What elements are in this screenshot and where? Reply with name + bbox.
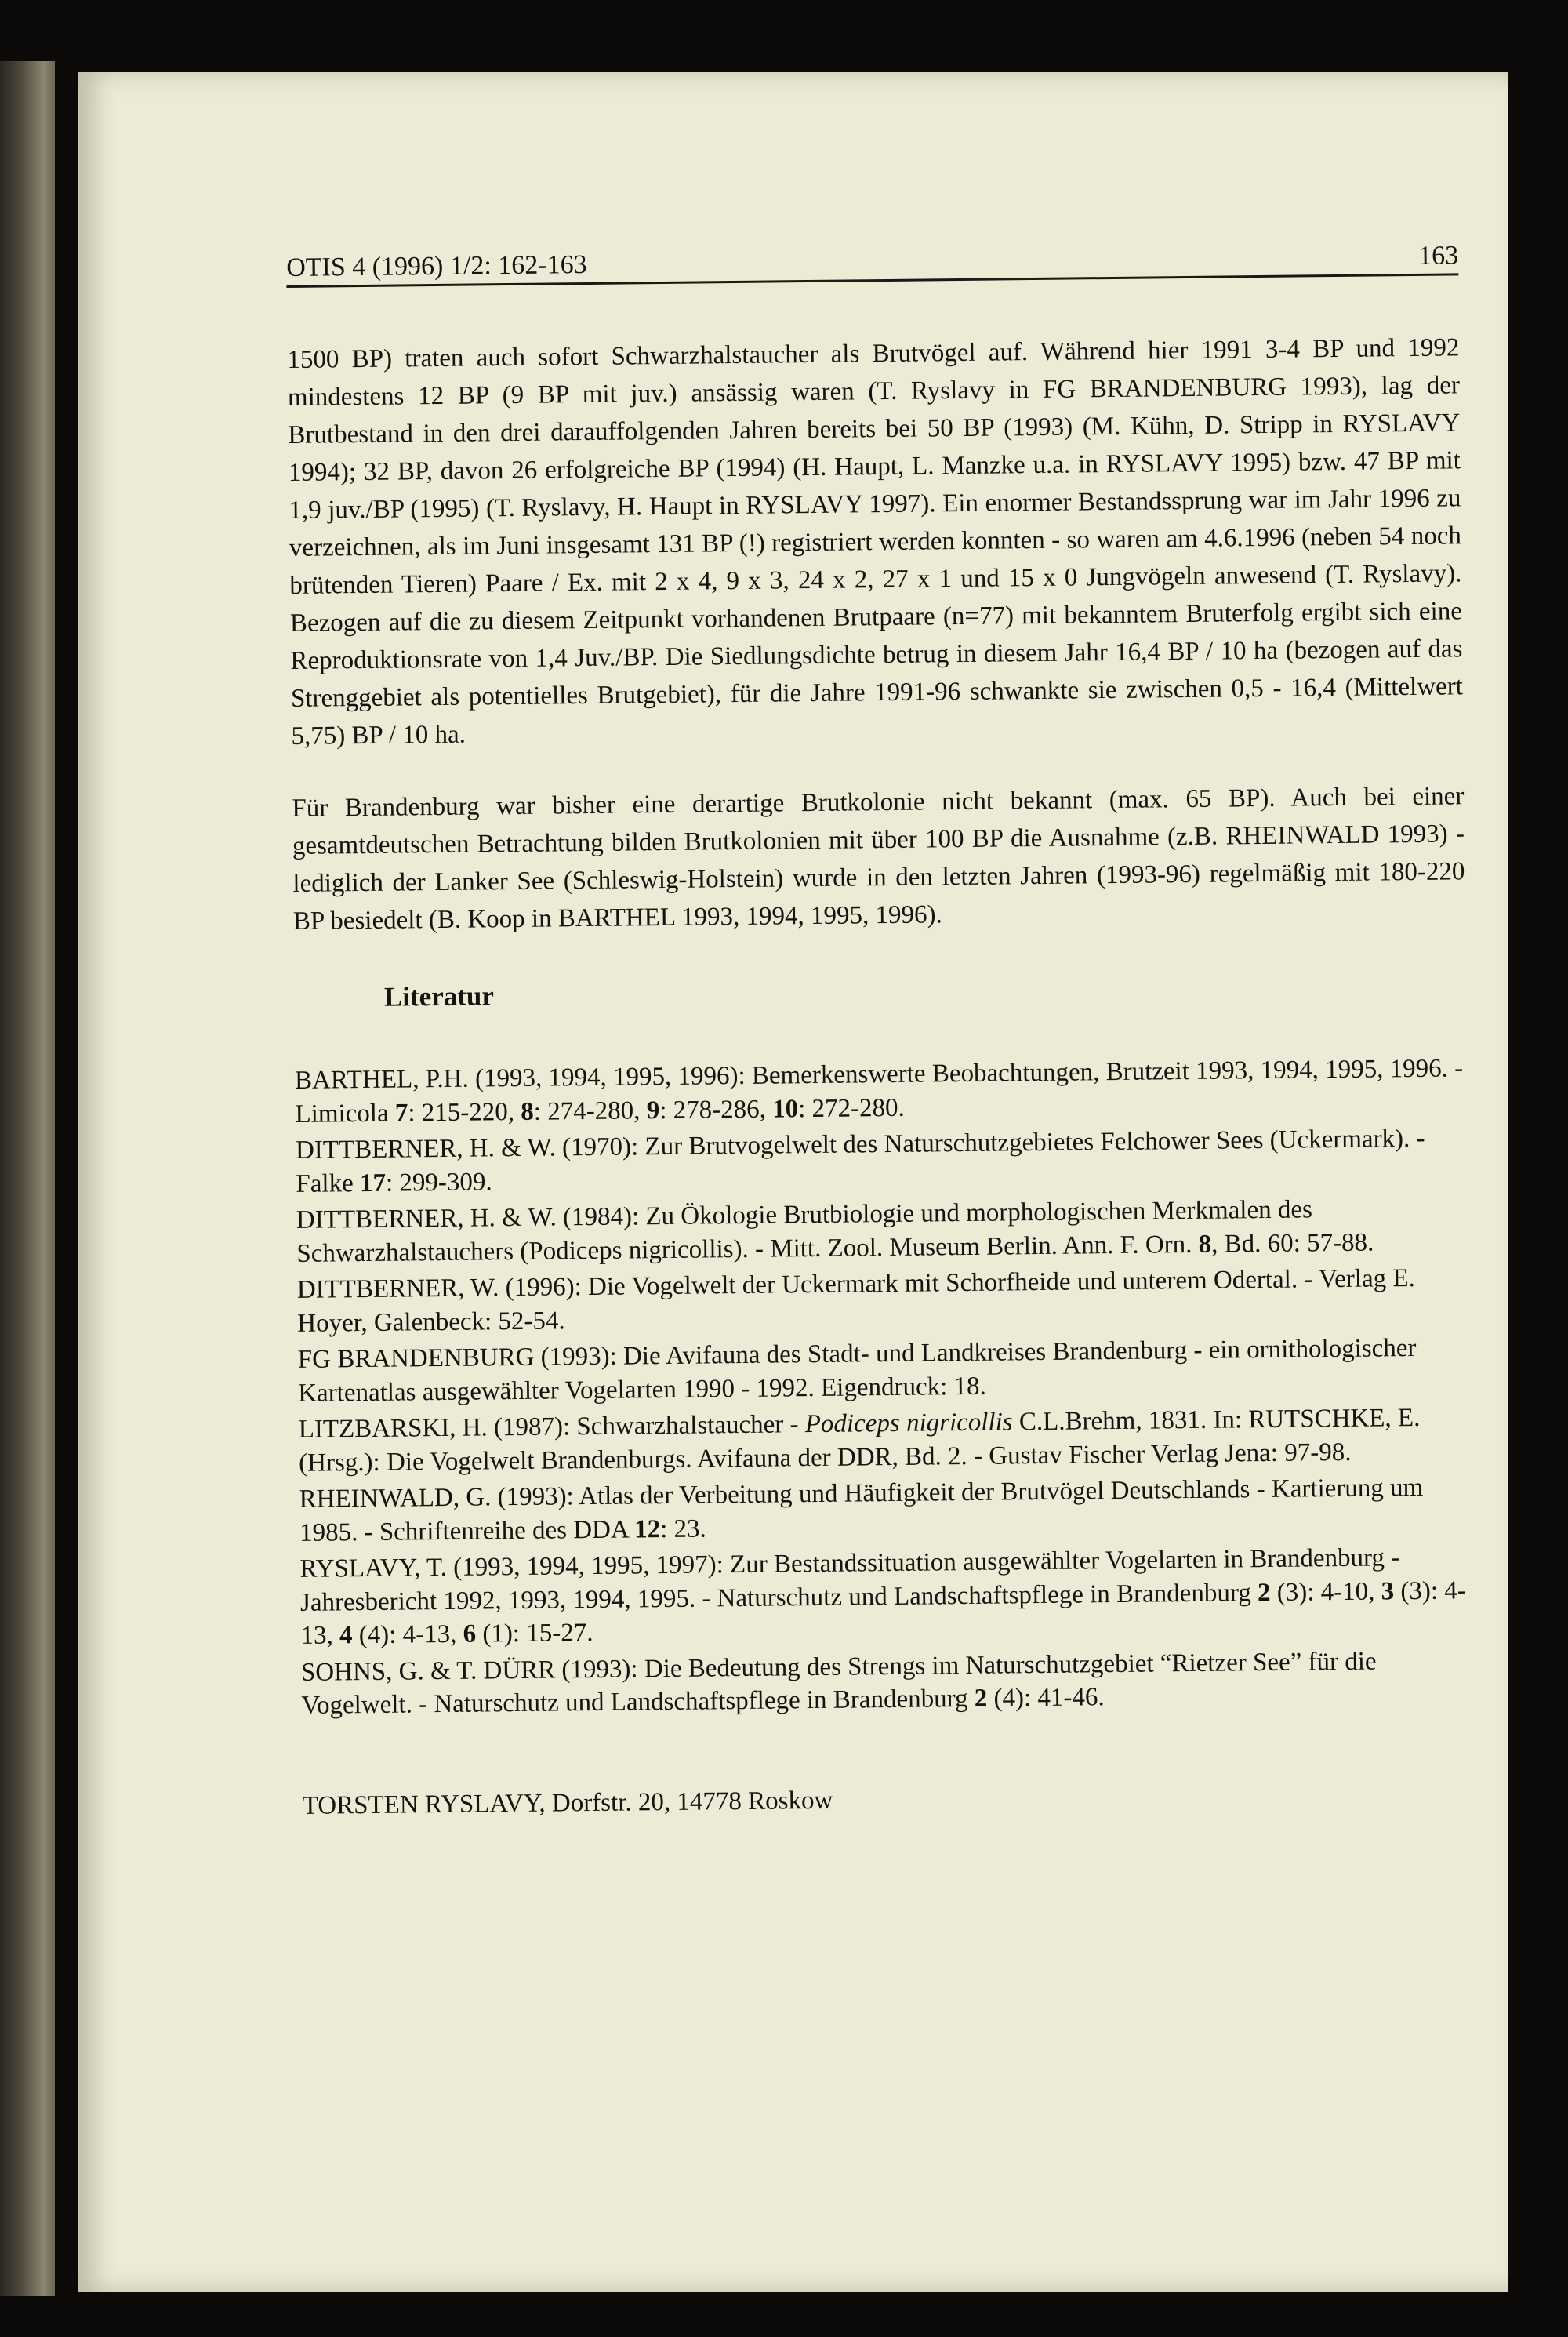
adjacent-page-edge — [0, 61, 55, 2296]
reference-entry: DITTBERNER, W. (1996): Die Vogelwelt der Uckermark mit Schorfheide und unterem Odertal. - Verlag E. Hoyer, Galenbeck: 52-54. — [296, 1263, 1415, 1338]
reference-entry: BARTHEL, P.H. (1993, 1994, 1995, 1996): Bemerkenswerte Beobachtungen, Brutzeit 1993, 1994, 1995, 1996. - Limicola 7: 215-220, 8: 274-280, 9: 278-286, 10: 272-280. — [294, 1054, 1464, 1129]
author-address: TORSTEN RYSLAVY, Dorfstr. 20, 14778 Roskow — [302, 1786, 833, 1820]
reference-entry: RHEINWALD, G. (1993): Atlas der Verbeitung und Häufigkeit der Brutvögel Deutschlands - Kartierung um 1985. - Schriftenreihe des DDA 12: 23. — [299, 1473, 1424, 1547]
journal-page — [78, 72, 1508, 2292]
reference-entry: SOHNS, G. & T. DÜRR (1993): Die Bedeutung des Strengs im Naturschutzgebiet “Rietzer See” für die Vogelwelt. - Naturschutz und Landschaftspflege in Brandenburg 2 (4): 41-46. — [300, 1647, 1377, 1720]
reference-list — [295, 1052, 1474, 1722]
body-paragraph-2: Für Brandenburg war bisher eine derartige Brutkolonie nicht bekannt (max. 65 BP). Auch bei einer gesamtdeutschen Betrachtung bilden Brutkolonien mit über 100 BP die Ausnahme (z.B. RHEINWALD 1993) - lediglich der Lanker See (Schleswig-Holstein) wurde in den letzten Jahren (1993-96) regelmäßig mit 180-220 BP besiedelt (B. Koop in BARTHEL 1993, 1994, 1995, 1996). — [292, 782, 1465, 936]
reference-entry: DITTBERNER, H. & W. (1970): Zur Brutvogelwelt des Naturschutzgebietes Felchower Sees (Uckermark). - Falke 17: 299-309. — [295, 1124, 1425, 1198]
body-paragraph-1: 1500 BP) traten auch sofort Schwarzhalstaucher als Brutvögel auf. Während hier 1991 3-4 BP und 1992 mindestens 12 BP (9 BP mit juv.) ansässig waren (T. Ryslavy in FG BRANDENBURG 1993), lag der Brutbestand in den drei darauffolgenden Jahren bereits bei 50 BP (1993) (M. Kühn, D. Stripp in RYSLAVY 1994); 32 BP, davon 26 erfolgreiche BP (1994) (H. Haupt, L. Manzke u.a. in RYSLAVY 1995) bzw. 47 BP mit 1,9 juv./BP (1995) (T. Ryslavy, H. Haupt in RYSLAVY 1997). Ein enormer Bestandssprung war im Jahr 1996 zu verzeichnen, als im Juni insgesamt 131 BP (!) registriert werden konnten - so waren am 4.6.1996 (neben 54 noch brütenden Tieren) Paare / Ex. mit 2 x 4, 9 x 3, 24 x 2, 27 x 1 und 15 x 0 Jungvögeln anwesend (T. Ryslavy). Bezogen auf die zu diesem Zeitpunkt vorhandenen Brutpaare (n=77) mit bekanntem Bruterfolg ergibt sich eine Reproduktionsrate von 1,4 Juv./BP. Die Siedlungsdichte betrug in diesem Jahr 16,4 BP / 10 ha (bezogen auf das Strenggebiet als potentielles Brutgebiet), für die Jahre 1991-96 schwankte sie zwischen 0,5 - 16,4 (Mittelwert 5,75) BP / 10 ha. — [287, 333, 1464, 751]
page-number: 163 — [1417, 241, 1459, 271]
reference-entry: RYSLAVY, T. (1993, 1994, 1995, 1997): Zur Bestandssituation ausgewählter Vogelarten in Brandenburg - Jahresbericht 1992, 1993, 1994, 1995. - Naturschutz und Landschaftspflege in Brandenburg 2 (3): 4-10, 3 (3): 4-13, 4 (4): 4-13, 6 (1): 15-27. — [299, 1543, 1466, 1650]
journal-citation: OTIS 4 (1996) 1/2: 162-163 — [286, 249, 587, 282]
reference-entry: LITZBARSKI, H. (1987): Schwarzhalstaucher - Podiceps nigricollis C.L.Brehm, 1831. In: RUTSCHKE, E. (Hrsg.): Die Vogelwelt Brandenburgs. Avifauna der DDR, Bd. 2. - Gustav Fischer Verlag Jena: 97-98. — [298, 1403, 1421, 1477]
reference-entry: DITTBERNER, H. & W. (1984): Zu Ökologie Brutbiologie und morphologischen Merkmalen des Schwarzhalstauchers (Podiceps nigricollis). - Mitt. Zool. Museum Berlin. Ann. F. Orn. 8, Bd. 60: 57-88. — [296, 1195, 1374, 1268]
page-content — [286, 240, 1475, 1824]
running-head — [286, 240, 1458, 288]
literature-heading: Literatur — [383, 980, 495, 1012]
reference-entry: FG BRANDENBURG (1993): Die Avifauna des Stadt- und Landkreises Brandenburg - ein ornithologischer Kartenatlas ausgewählter Vogelarten 1990 - 1992. Eigendruck: 18. — [297, 1333, 1417, 1408]
